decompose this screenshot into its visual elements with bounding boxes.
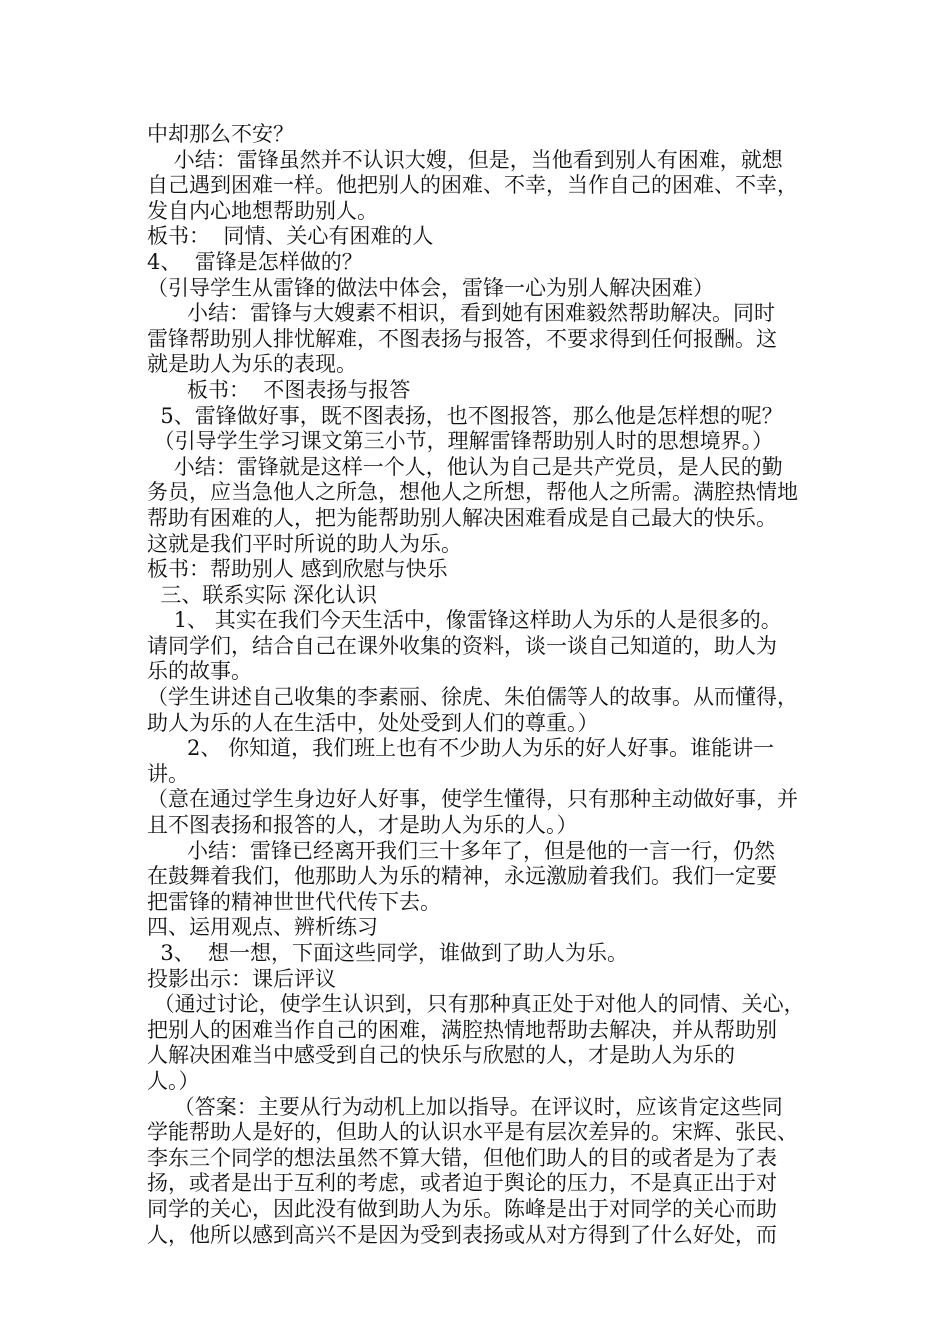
text-line: 自己遇到困难一样。他把别人的困难、不幸，当作自己的困难、不幸， xyxy=(147,173,798,198)
text-line: （引导学生学习课文第三小节，理解雷锋帮助别人时的思想境界。） xyxy=(147,429,774,454)
text-line: 2、 你知道，我们班上也有不少助人为乐的好人好事。谁能讲一 xyxy=(147,736,775,761)
text-line: 把雷锋的精神世世代代传下去。 xyxy=(147,889,441,914)
text-line: 1、 其实在我们今天生活中，像雷锋这样助人为乐的人是很多的。 xyxy=(147,608,782,633)
text-line: 发自内心地想帮助别人。 xyxy=(147,198,378,223)
text-line: 就是助人为乐的表现。 xyxy=(147,352,357,377)
text-line: 小结：雷锋已经离开我们三十多年了，但是他的一言一行，仍然 xyxy=(147,838,776,863)
text-line: 投影出示：课后评议 xyxy=(147,966,336,991)
text-line: （意在通过学生身边好人好事，使学生懂得，只有那种主动做好事，并 xyxy=(147,787,798,812)
text-line: 5、雷锋做好事，既不图表扬，也不图报答，那么他是怎样想的呢？ xyxy=(147,403,783,428)
text-line: 人解决困难当中感受到自己的快乐与欣慰的人，才是助人为乐的 xyxy=(147,1043,735,1068)
text-line: 三、联系实际 深化认识 xyxy=(147,582,378,607)
text-line: 务员，应当急他人之所急，想他人之所想，帮他人之所需。满腔热情地 xyxy=(147,480,798,505)
text-line: 四、运用观点、辨析练习 xyxy=(147,915,378,940)
text-line: （通过讨论，使学生认识到，只有那种真正处于对他人的同情、关心， xyxy=(147,992,805,1017)
text-line: 板书：帮助别人 感到欣慰与快乐 xyxy=(147,557,448,582)
text-line: 把别人的困难当作自己的困难，满腔热情地帮助去解决，并从帮助别 xyxy=(147,1017,777,1042)
text-line: 小结：雷锋虽然并不认识大嫂，但是，当他看到别人有困难，就想 xyxy=(147,147,783,172)
text-line: 李东三个同学的想法虽然不算大错，但他们助人的目的或者是为了表 xyxy=(147,1145,777,1170)
text-line: 板书： 不图表扬与报答 xyxy=(147,377,411,402)
text-line: 扬，或者是出于互利的考虑，或者迫于舆论的压力，不是真正出于对 xyxy=(147,1171,777,1196)
text-line: 中却那么不安？ xyxy=(147,122,294,146)
text-line: 讲。 xyxy=(147,761,189,786)
text-line: （学生讲述自己收集的李素丽、徐虎、朱伯儒等人的故事。从而懂得， xyxy=(147,685,798,710)
text-line: 学能帮助人是好的，但助人的认识水平是有层次差异的。宋辉、张民、 xyxy=(147,1120,798,1145)
text-line: 小结：雷锋就是这样一个人，他认为自己是共产党员，是人民的勤 xyxy=(147,454,783,479)
text-line: 同学的关心，因此没有做到助人为乐。陈峰是出于对同学的关心而助 xyxy=(147,1196,777,1221)
document-body xyxy=(147,122,819,1248)
text-line: 且不图表扬和报答的人，才是助人为乐的人。） xyxy=(147,813,578,838)
text-line: 助人为乐的人在生活中，处处受到人们的尊重。） xyxy=(147,710,599,735)
text-line: 人。） xyxy=(147,1068,200,1093)
text-line: 雷锋帮助别人排忧解难，不图表扬与报答，不要求得到任何报酬。这 xyxy=(147,326,777,351)
text-line: 板书： 同情、关心有困难的人 xyxy=(147,224,434,249)
text-line: 乐的故事。 xyxy=(147,659,252,684)
text-line: 请同学们，结合自己在课外收集的资料，谈一谈自己知道的，助人为 xyxy=(147,633,777,658)
text-line: 帮助有困难的人，把为能帮助别人解决困难看成是自己最大的快乐。 xyxy=(147,505,777,530)
text-line: 这就是我们平时所说的助人为乐。 xyxy=(147,531,462,556)
text-line: 人，他所以感到高兴不是因为受到表扬或从对方得到了什么好处，而 xyxy=(147,1222,777,1247)
text-line: （引导学生从雷锋的做法中体会，雷锋一心为别人解决困难） xyxy=(147,275,714,300)
text-line: 小结：雷锋与大嫂素不相识，看到她有困难毅然帮助解决。同时 xyxy=(147,301,776,326)
text-line: 3、 想一想，下面这些同学，谁做到了助人为乐。 xyxy=(147,941,629,965)
text-line: 在鼓舞着我们，他那助人为乐的精神，永远激励着我们。我们一定要 xyxy=(147,864,777,889)
text-line: （答案：主要从行为动机上加以指导。在评议时，应该肯定这些同 xyxy=(147,1094,783,1119)
text-line: 4、 雷锋是怎样做的？ xyxy=(147,249,363,274)
